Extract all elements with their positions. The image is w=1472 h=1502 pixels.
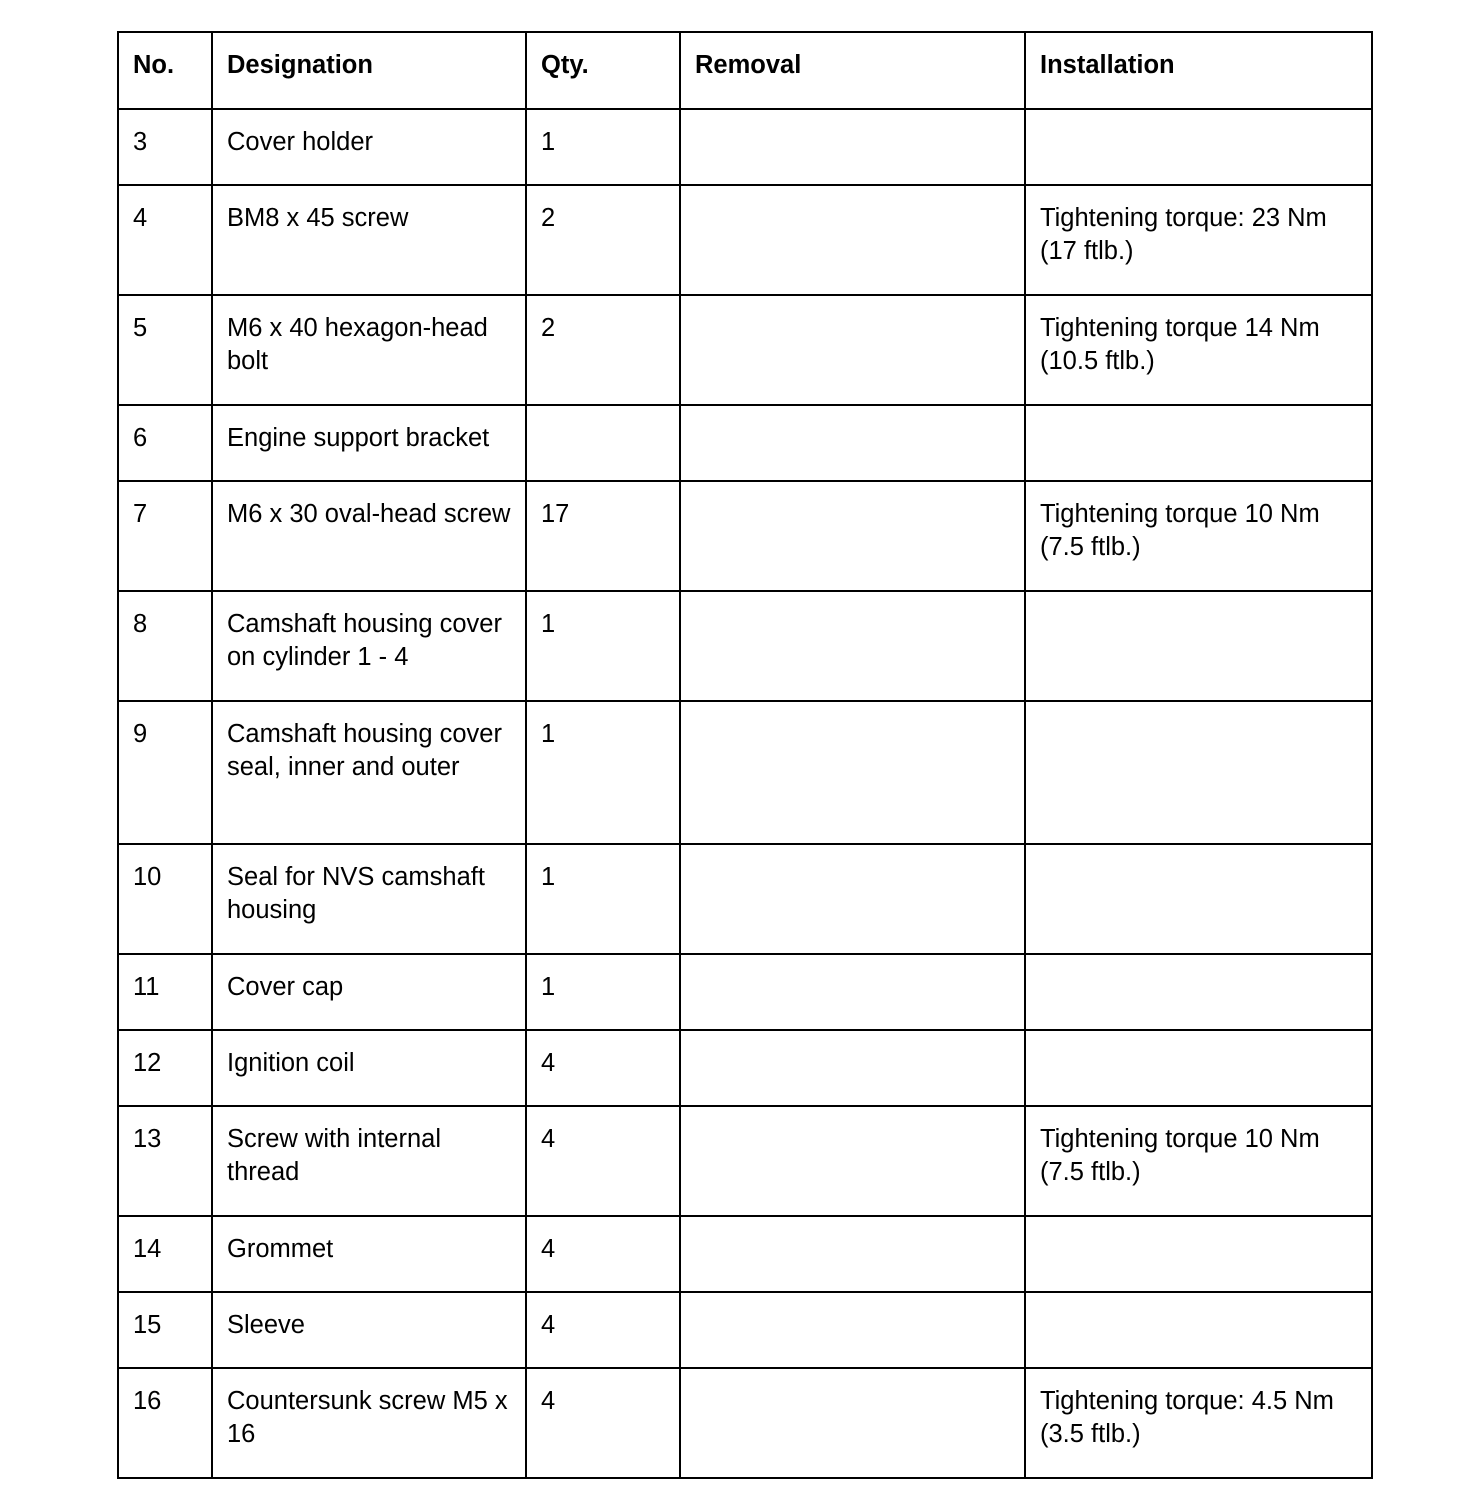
table-row <box>118 405 1372 481</box>
header-designation: Designation <box>212 32 526 109</box>
cell-no: 9 <box>118 701 212 844</box>
cell-no: 6 <box>118 405 212 481</box>
cell-qty: 4 <box>526 1030 680 1106</box>
cell-removal <box>680 1106 1025 1216</box>
cell-installation <box>1025 591 1372 701</box>
cell-no: 7 <box>118 481 212 591</box>
cell-no: 15 <box>118 1292 212 1368</box>
cell-designation: Sleeve <box>212 1292 526 1368</box>
table-row <box>118 1106 1372 1216</box>
cell-removal <box>680 1292 1025 1368</box>
cell-qty: 1 <box>526 954 680 1030</box>
cell-removal <box>680 481 1025 591</box>
cell-installation <box>1025 701 1372 844</box>
cell-designation: Camshaft housing cover on cylinder 1 - 4 <box>212 591 526 701</box>
cell-no: 13 <box>118 1106 212 1216</box>
cell-qty: 1 <box>526 591 680 701</box>
cell-no: 5 <box>118 295 212 405</box>
cell-qty: 2 <box>526 295 680 405</box>
header-installation: Installation <box>1025 32 1372 109</box>
cell-installation <box>1025 954 1372 1030</box>
cell-installation <box>1025 844 1372 954</box>
cell-designation: Seal for NVS camshaft housing <box>212 844 526 954</box>
table-row <box>118 954 1372 1030</box>
cell-installation <box>1025 1292 1372 1368</box>
table-row <box>118 185 1372 295</box>
cell-qty: 1 <box>526 701 680 844</box>
cell-installation <box>1025 109 1372 185</box>
cell-installation: Tightening torque 14 Nm (10.5 ftlb.) <box>1025 295 1372 405</box>
cell-designation: BM8 x 45 screw <box>212 185 526 295</box>
table-row <box>118 701 1372 844</box>
cell-no: 11 <box>118 954 212 1030</box>
cell-removal <box>680 701 1025 844</box>
cell-designation: M6 x 30 oval-head screw <box>212 481 526 591</box>
cell-installation <box>1025 1030 1372 1106</box>
cell-designation: Screw with internal thread <box>212 1106 526 1216</box>
header-removal: Removal <box>680 32 1025 109</box>
cell-qty: 4 <box>526 1292 680 1368</box>
table-row <box>118 844 1372 954</box>
cell-designation: Countersunk screw M5 x 16 <box>212 1368 526 1478</box>
cell-removal <box>680 1368 1025 1478</box>
table-row <box>118 481 1372 591</box>
cell-designation: Cover cap <box>212 954 526 1030</box>
header-qty: Qty. <box>526 32 680 109</box>
parts-table <box>117 31 1373 1479</box>
cell-removal <box>680 844 1025 954</box>
cell-removal <box>680 295 1025 405</box>
table-row <box>118 1292 1372 1368</box>
cell-qty <box>526 405 680 481</box>
table-row <box>118 109 1372 185</box>
cell-installation: Tightening torque 10 Nm (7.5 ftlb.) <box>1025 481 1372 591</box>
cell-removal <box>680 1216 1025 1292</box>
table-row <box>118 591 1372 701</box>
cell-installation: Tightening torque: 23 Nm (17 ftlb.) <box>1025 185 1372 295</box>
cell-no: 10 <box>118 844 212 954</box>
cell-removal <box>680 591 1025 701</box>
cell-removal <box>680 1030 1025 1106</box>
cell-designation: Grommet <box>212 1216 526 1292</box>
cell-qty: 1 <box>526 109 680 185</box>
cell-removal <box>680 405 1025 481</box>
cell-designation: M6 x 40 hexagon-head bolt <box>212 295 526 405</box>
cell-removal <box>680 185 1025 295</box>
cell-no: 3 <box>118 109 212 185</box>
cell-designation: Engine support bracket <box>212 405 526 481</box>
table-row <box>118 295 1372 405</box>
table-row <box>118 1368 1372 1478</box>
cell-qty: 4 <box>526 1368 680 1478</box>
cell-removal <box>680 954 1025 1030</box>
cell-no: 8 <box>118 591 212 701</box>
cell-installation <box>1025 1216 1372 1292</box>
cell-designation: Camshaft housing cover seal, inner and outer <box>212 701 526 844</box>
cell-no: 12 <box>118 1030 212 1106</box>
cell-installation: Tightening torque: 4.5 Nm (3.5 ftlb.) <box>1025 1368 1372 1478</box>
cell-installation: Tightening torque 10 Nm (7.5 ftlb.) <box>1025 1106 1372 1216</box>
cell-designation: Ignition coil <box>212 1030 526 1106</box>
table-row <box>118 1216 1372 1292</box>
cell-qty: 2 <box>526 185 680 295</box>
table-row <box>118 1030 1372 1106</box>
header-row <box>118 32 1372 109</box>
cell-no: 16 <box>118 1368 212 1478</box>
cell-qty: 4 <box>526 1106 680 1216</box>
cell-removal <box>680 109 1025 185</box>
header-no: No. <box>118 32 212 109</box>
cell-no: 14 <box>118 1216 212 1292</box>
cell-qty: 4 <box>526 1216 680 1292</box>
cell-qty: 17 <box>526 481 680 591</box>
cell-no: 4 <box>118 185 212 295</box>
cell-designation: Cover holder <box>212 109 526 185</box>
cell-qty: 1 <box>526 844 680 954</box>
cell-installation <box>1025 405 1372 481</box>
